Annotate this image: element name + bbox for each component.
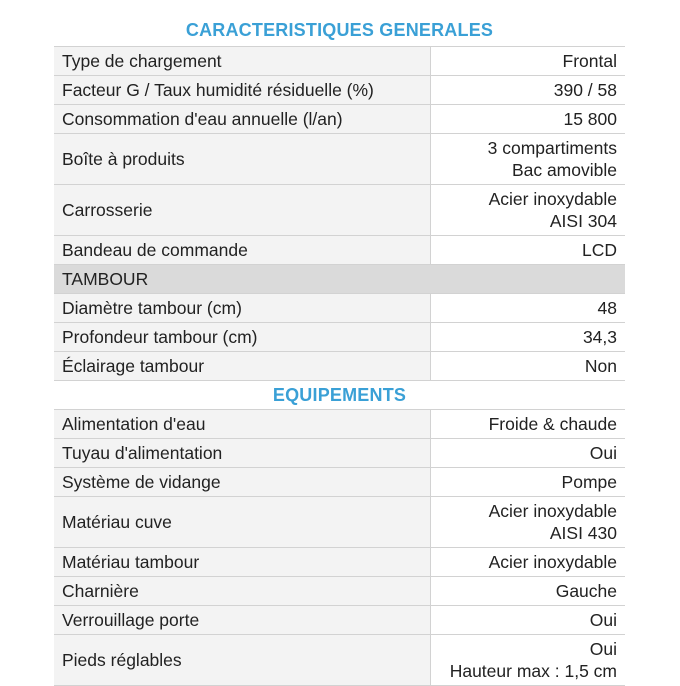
row-label: Pieds réglables — [54, 635, 431, 686]
row-value: Pompe — [431, 468, 626, 497]
row-label: Diamètre tambour (cm) — [54, 294, 431, 323]
row-label: Charnière — [54, 577, 431, 606]
row-label: Tuyau d'alimentation — [54, 439, 431, 468]
row-value: 390 / 58 — [431, 76, 626, 105]
row-value: Acier inoxydable AISI 304 — [431, 185, 626, 236]
row-value: 15 800 — [431, 105, 626, 134]
table-row — [54, 323, 625, 352]
general-spec-table — [54, 47, 625, 381]
row-value: Oui — [431, 606, 626, 635]
table-row — [54, 439, 625, 468]
row-label: Système de vidange — [54, 468, 431, 497]
row-value: Froide & chaude — [431, 410, 626, 439]
subheader-label: TAMBOUR — [54, 265, 431, 294]
table-row — [54, 577, 625, 606]
row-value: Oui Hauteur max : 1,5 cm — [431, 635, 626, 686]
table-row — [54, 236, 625, 265]
section-title-general: CARACTERISTIQUES GENERALES — [54, 14, 625, 47]
row-value: 34,3 — [431, 323, 626, 352]
equipment-spec-table — [54, 410, 625, 686]
row-value: 48 — [431, 294, 626, 323]
row-value: Oui — [431, 439, 626, 468]
subheader-row — [54, 265, 625, 294]
row-label: Verrouillage porte — [54, 606, 431, 635]
table-row — [54, 105, 625, 134]
table-row — [54, 47, 625, 76]
row-label: Matériau cuve — [54, 497, 431, 548]
row-label: Facteur G / Taux humidité résiduelle (%) — [54, 76, 431, 105]
row-value: Acier inoxydable AISI 430 — [431, 497, 626, 548]
row-label: Profondeur tambour (cm) — [54, 323, 431, 352]
row-value: Frontal — [431, 47, 626, 76]
spec-sheet — [54, 14, 625, 686]
table-row — [54, 548, 625, 577]
row-label: Boîte à produits — [54, 134, 431, 185]
row-value: 3 compartiments Bac amovible — [431, 134, 626, 185]
table-row — [54, 294, 625, 323]
row-value: LCD — [431, 236, 626, 265]
row-label: Bandeau de commande — [54, 236, 431, 265]
row-label: Type de chargement — [54, 47, 431, 76]
section-title-equipment: EQUIPEMENTS — [54, 381, 625, 410]
row-label: Consommation d'eau annuelle (l/an) — [54, 105, 431, 134]
row-label: Alimentation d'eau — [54, 410, 431, 439]
row-value: Acier inoxydable — [431, 548, 626, 577]
subheader-spacer — [431, 265, 626, 294]
table-row — [54, 497, 625, 548]
row-value: Non — [431, 352, 626, 381]
table-row — [54, 410, 625, 439]
table-row — [54, 76, 625, 105]
table-row — [54, 635, 625, 686]
row-value: Gauche — [431, 577, 626, 606]
table-row — [54, 352, 625, 381]
table-row — [54, 185, 625, 236]
table-row — [54, 134, 625, 185]
row-label: Carrosserie — [54, 185, 431, 236]
row-label: Matériau tambour — [54, 548, 431, 577]
table-row — [54, 606, 625, 635]
table-row — [54, 468, 625, 497]
row-label: Éclairage tambour — [54, 352, 431, 381]
